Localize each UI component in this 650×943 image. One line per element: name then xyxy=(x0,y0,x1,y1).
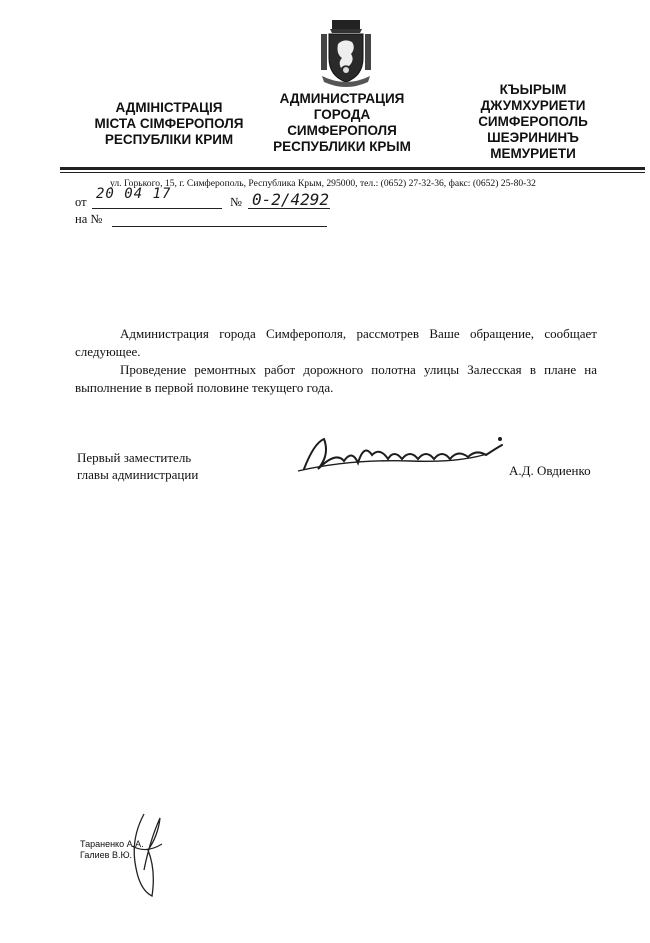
header-center xyxy=(252,91,432,155)
body-paragraph-2: Проведение ремонтных работ дорожного полотна улицы Залесская в плане на выполнение в первой половине текущего года. xyxy=(75,362,597,395)
crimea-coat-of-arms-icon xyxy=(318,18,374,88)
date-field-value: 20 04 17 xyxy=(96,186,172,202)
executor-line-1: Тараненко А.А. xyxy=(80,839,144,849)
header-center-line: ГОРОДА xyxy=(313,107,371,122)
signatory-title-line-1: Первый заместитель xyxy=(77,450,192,465)
header-center-line: АДМИНИСТРАЦИЯ xyxy=(279,91,405,106)
header-left-line: АДМІНІСТРАЦІЯ xyxy=(115,100,223,115)
number-label: № xyxy=(230,195,242,209)
reply-label: на № xyxy=(75,212,103,226)
handwritten-signature xyxy=(290,425,520,490)
header-right-line: ДЖУМХУРИЕТИ xyxy=(480,98,586,113)
executor-initials-scribble xyxy=(122,810,172,905)
address-line: ул. Горького, 15, г. Симферополь, Республика Крым, 295000, тел.: (0652) 27-32-36, факс: (0652) 25-80-32 xyxy=(110,178,536,189)
header-center-line: СИМФЕРОПОЛЯ xyxy=(287,123,397,138)
header-left xyxy=(78,100,260,148)
header-right-line: КЪЫРЫМ xyxy=(499,82,567,97)
from-label: от xyxy=(75,195,87,209)
header-center-line: РЕСПУБЛИКИ КРЫМ xyxy=(273,139,411,154)
signatory-name: А.Д. Овдиенко xyxy=(509,463,591,478)
signatory-title xyxy=(77,449,198,483)
signatory-title-line-2: главы администрации xyxy=(77,467,199,482)
executor-line-2: Галиев В.Ю. xyxy=(80,850,133,860)
header-left-line: РЕСПУБЛІКИ КРИМ xyxy=(104,132,234,147)
header-right-line: СИМФЕРОПОЛЬ xyxy=(478,114,588,129)
header-left-line: МІСТА СІМФЕРОПОЛЯ xyxy=(94,116,244,131)
letter-body xyxy=(75,325,597,397)
number-field-value: 0-2/4292 xyxy=(252,190,330,209)
header-right-line: ШЕЭРИНИНЪ xyxy=(487,130,579,145)
header-right xyxy=(448,82,618,162)
header-divider-thin xyxy=(60,172,645,173)
reply-field-line xyxy=(112,226,327,227)
header-divider-thick xyxy=(60,167,645,170)
body-paragraph-1: Администрация города Симферополя, рассмотрев Ваше обращение, сообщает следующее. xyxy=(75,326,597,359)
date-field-line xyxy=(92,208,222,209)
header-right-line: МЕМУРИЕТИ xyxy=(490,146,576,161)
